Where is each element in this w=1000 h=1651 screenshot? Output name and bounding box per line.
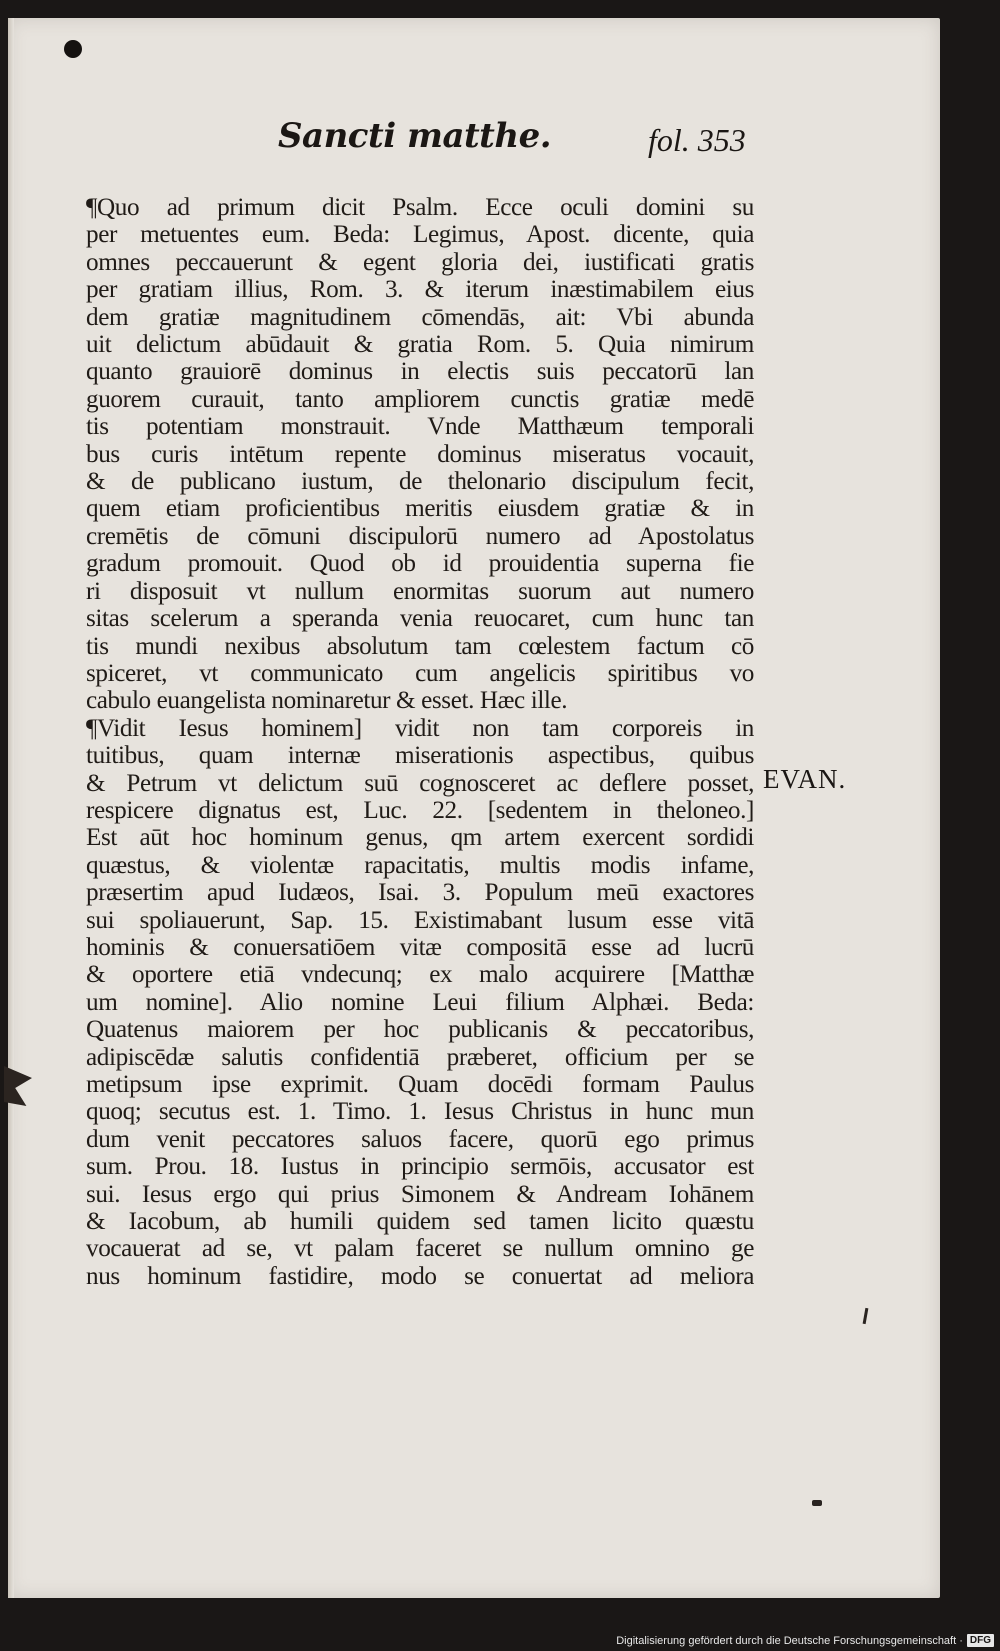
text-line: gradum promouit. Quod ob id prouidentia superna fie — [86, 550, 754, 578]
text-line: ¶Vidit Iesus hominem] vidit non tam corporeis in — [86, 714, 754, 742]
marginal-note: EVAN. — [763, 764, 847, 794]
dfg-logo: DFG — [967, 1634, 994, 1647]
running-title: Sancti matthe. — [278, 116, 552, 156]
text-line: Quatenus maiorem per hoc publicanis & peccatoribus, — [86, 1016, 754, 1044]
credit-text: Digitalisierung gefördert durch die Deutsche Forschungsgemeinschaft · — [616, 1634, 963, 1647]
text-line: tis potentiam monstrauit. Vnde Matthæum temporali — [86, 413, 754, 441]
text-line: per metuentes eum. Beda: Legimus, Apost. dicente, quia — [86, 221, 754, 249]
text-line: dem gratiæ magnitudinem cōmendās, ait: Vbi abunda — [86, 303, 754, 331]
pilcrow-icon: ¶ — [86, 714, 98, 742]
text-line: quanto grauiorē dominus in electis suis peccatorū lan — [86, 358, 754, 386]
text-line: quem etiam proficientibus meritis eiusdem gratiæ & in — [86, 495, 754, 523]
text-line: uit delictum abūdauit & gratia Rom. 5. Quia nimirum — [86, 331, 754, 359]
book-page — [8, 18, 940, 1598]
text-line: respicere dignatus est, Luc. 22. [sedentem in theloneo.] — [86, 796, 754, 824]
text-line: sitas scelerum a speranda venia reuocaret, cum hunc tan — [86, 605, 754, 633]
text-line: dum venit peccatores saluos facere, quorū ego primus — [86, 1125, 754, 1153]
text-line: præsertim apud Iudæos, Isai. 3. Populum meū exactores — [86, 879, 754, 907]
text-line: ¶Quo ad primum dicit Psalm. Ecce oculi domini su — [86, 194, 754, 221]
text-line: adipiscēdæ salutis confidentiā præberet, officium per se — [86, 1043, 754, 1071]
ink-mark — [812, 1500, 822, 1506]
text-line: sum. Prou. 18. Iustus in principio sermōis, accusator est — [86, 1153, 754, 1181]
text-line: & Petrum vt delictum suū cognosceret ac deflere posset, — [86, 769, 754, 797]
page-header — [278, 116, 778, 176]
pilcrow-icon: ¶ — [86, 194, 98, 221]
tear-mark — [4, 1066, 32, 1106]
text-line: cabulo euangelista nominaretur & esset. Hæc ille. — [86, 687, 568, 715]
digitization-credit — [616, 1634, 994, 1647]
text-line: & de publicano iustum, de thelonario discipulum fecit, — [86, 468, 754, 496]
text-line: vocauerat ad se, vt palam faceret se nullum omnino ge — [86, 1235, 754, 1263]
text-line: sui. Iesus ergo qui prius Simonem & Andream Iohānem — [86, 1180, 754, 1208]
text-line: bus curis intētum repente dominus miseratus vocauit, — [86, 440, 754, 468]
text-line: guorem curauit, tanto ampliorem cunctis gratiæ medē — [86, 385, 754, 413]
text-line: quæstus, & violentæ rapacitatis, multis modis infame, — [86, 851, 754, 879]
text-line: tis mundi nexibus absolutum tam cœlestem factum cō — [86, 632, 754, 660]
text-line: quoq; secutus est. 1. Timo. 1. Iesus Christus in hunc mun — [86, 1098, 754, 1126]
binding-hole — [64, 40, 82, 58]
text-line: omnes peccauerunt & egent gloria dei, iustificati gratis — [86, 248, 754, 276]
text-line: & Iacobum, ab humili quidem sed tamen licito quæstu — [86, 1208, 754, 1236]
text-line: ri disposuit vt nullum enormitas suorum aut numero — [86, 577, 754, 605]
folio-number: fol. 353 — [648, 122, 746, 158]
text-line: um nomine]. Alio nomine Leui filium Alphæi. Beda: — [86, 988, 754, 1016]
text-line: Est aūt hoc hominum genus, qm artem exercent sordidi — [86, 824, 754, 852]
ink-mark — [863, 1308, 869, 1324]
text-line: nus hominum fastidire, modo se conuertat ad meliora — [86, 1262, 754, 1290]
body-text — [86, 194, 754, 1290]
text-line: hominis & conuersatiōem vitæ compositā esse ad lucrū — [86, 933, 754, 961]
text-line: metipsum ipse exprimit. Quam docēdi formam Paulus — [86, 1071, 754, 1098]
text-line: spiceret, vt communicato cum angelicis spiritibus vo — [86, 659, 754, 687]
text-line: tuitibus, quam internæ miserationis aspectibus, quibus — [86, 742, 754, 770]
text-line: per gratiam illius, Rom. 3. & iterum inæstimabilem eius — [86, 276, 754, 304]
page-edge-shadow — [8, 18, 14, 1598]
text-line: cremētis de cōmuni discipulorū numero ad Apostolatus — [86, 522, 754, 550]
text-line: & oportere etiā vndecunq; ex malo acquirere [Matthæ — [86, 961, 754, 989]
text-line: sui spoliauerunt, Sap. 15. Existimabant lusum esse vitā — [86, 906, 754, 934]
